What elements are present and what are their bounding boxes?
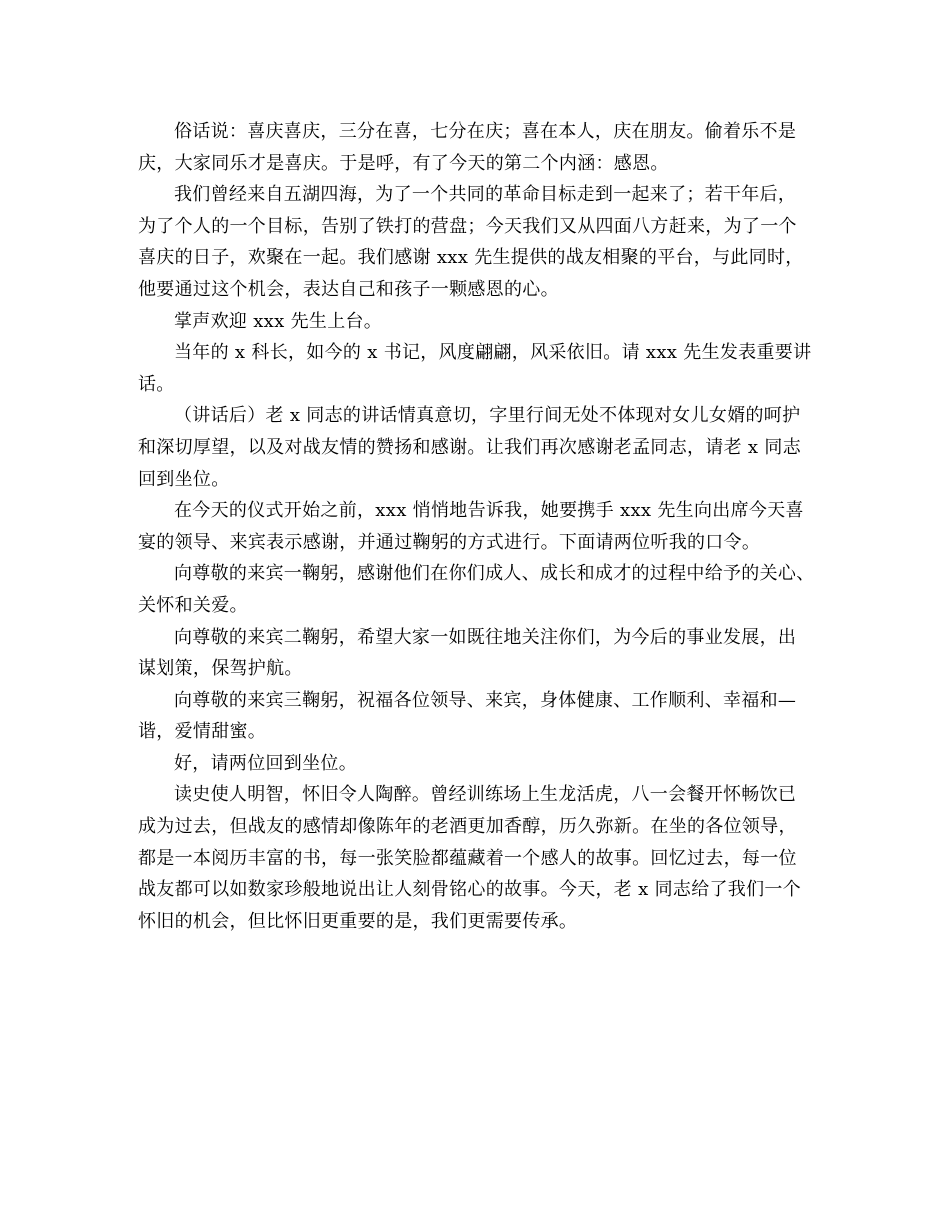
document-line: 话。 <box>138 373 175 395</box>
document-line: 谐，爱情甜蜜。 <box>138 721 267 743</box>
document-line: 都是一本阅历丰富的书，每一张笑脸都蕴藏着一个感人的故事。回忆过去，每一位 <box>138 847 797 869</box>
document-line: 回到坐位。 <box>138 468 230 490</box>
document-line: 向尊敬的来宾二鞠躬，希望大家一如既往地关注你们，为今后的事业发展，出 <box>174 626 797 648</box>
document-line: 成为过去，但战友的感情却像陈年的老酒更加香醇，历久弥新。在坐的各位领导， <box>138 816 797 838</box>
document-line: 宴的领导、来宾表示感谢，并通过鞠躬的方式进行。下面请两位听我的口令。 <box>138 531 761 553</box>
document-line: 向尊敬的来宾三鞠躬，祝福各位领导、来宾，身体健康、工作顺利、幸福和— <box>174 689 797 711</box>
document-body <box>138 116 818 937</box>
document-line: 他要通过这个机会，表达自己和孩子一颗感恩的心。 <box>138 278 559 300</box>
document-line: 谋划策，保驾护航。 <box>138 658 303 680</box>
document-line: 在今天的仪式开始之前，xxx 悄悄地告诉我，她要携手 xxx 先生向出席今天喜 <box>174 500 804 522</box>
document-line: 我们曾经来自五湖四海，为了一个共同的革命目标走到一起来了；若干年后， <box>174 184 797 206</box>
document-line: 掌声欢迎 xxx 先生上台。 <box>174 310 383 332</box>
document-line: （讲话后）老 x 同志的讲话情真意切，字里行间无处不体现对女儿女婿的呵护 <box>174 405 801 427</box>
document-line: 和深切厚望，以及对战友情的赞扬和感谢。让我们再次感谢老孟同志，请老 x 同志 <box>138 436 801 458</box>
document-line: 关怀和关爱。 <box>138 594 248 616</box>
document-line: 战友都可以如数家珍般地说出让人刻骨铭心的故事。今天，老 x 同志给了我们一个 <box>138 879 801 901</box>
document-line: 读史使人明智，怀旧令人陶醉。曾经训练场上生龙活虎，八一会餐开怀畅饮已 <box>174 784 797 806</box>
document-line: 喜庆的日子，欢聚在一起。我们感谢 xxx 先生提供的战友相聚的平台，与此同时， <box>138 247 804 269</box>
document-line: 好，请两位回到坐位。 <box>174 752 357 774</box>
document-line: 俗话说：喜庆喜庆，三分在喜，七分在庆；喜在本人，庆在朋友。偷着乐不是 <box>174 121 797 142</box>
document-line: 怀旧的机会，但比怀旧更重要的是，我们更需要传承。 <box>138 910 578 932</box>
document-line: 为了个人的一个目标，告别了铁打的营盘；今天我们又从四面八方赶来，为了一个 <box>138 215 797 237</box>
document-line: 庆，大家同乐才是喜庆。于是呼，有了今天的第二个内涵：感恩。 <box>138 152 669 174</box>
document-line: 当年的 x 科长，如今的 x 书记，风度翩翩，风采依旧。请 xxx 先生发表重要讲 <box>174 342 812 364</box>
document-line: 向尊敬的来宾一鞠躬，感谢他们在你们成人、成长和成才的过程中给予的关心、 <box>174 563 815 585</box>
